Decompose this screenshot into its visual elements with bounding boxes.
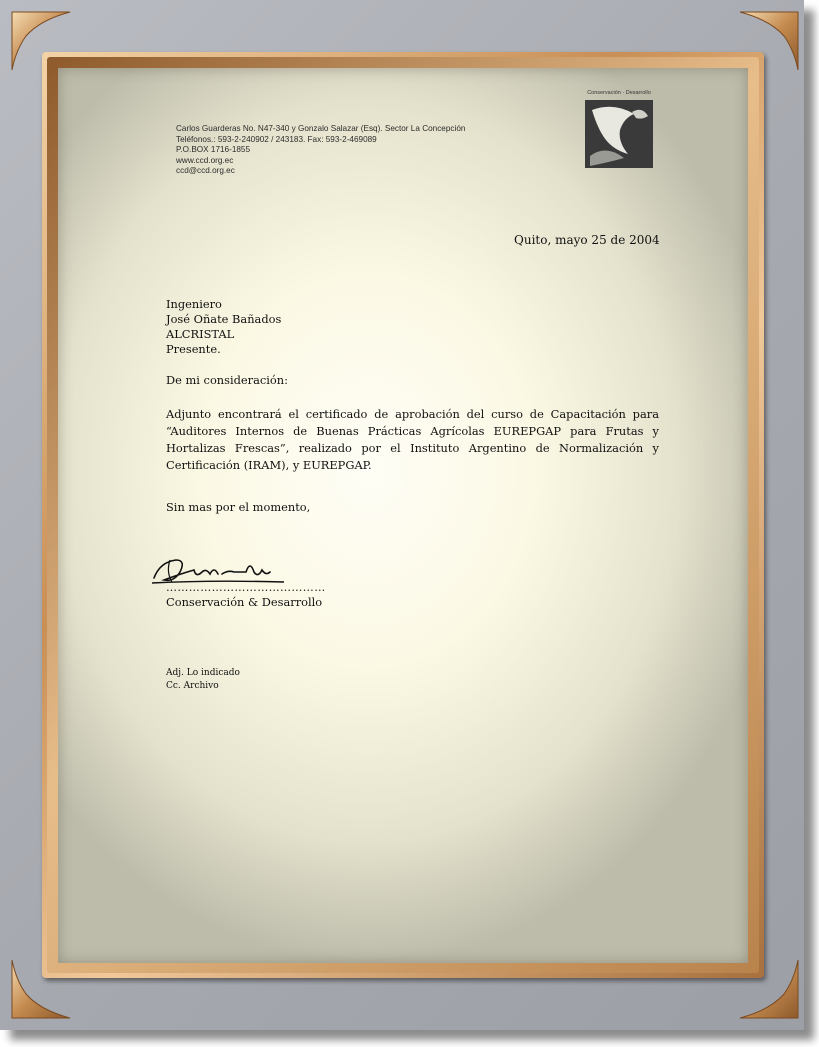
letter-date: Quito, mayo 25 de 2004 — [514, 233, 660, 247]
letter-paper — [58, 68, 748, 963]
letter-greeting: De mi consideración: — [166, 373, 288, 387]
body-line: Adjunto encontrará el certificado de aprobación del curso de Capacitación para — [166, 407, 659, 421]
letter-body — [166, 406, 659, 474]
body-line: Hortalizas Frescas”, realizado por el Instituto Argentino de Normalización y — [166, 441, 659, 455]
recipient-company: ALCRISTAL — [166, 327, 235, 341]
letterhead-address: Carlos Guarderas No. N47-340 y Gonzalo Salazar (Esq). Sector La Concepción — [176, 124, 466, 133]
cc-note: Cc. Archivo — [166, 681, 219, 691]
letter-closing: Sin mas por el momento, — [166, 500, 311, 514]
recipient-presente: Presente. — [166, 342, 221, 356]
signer-name: Conservación & Desarrollo — [166, 595, 323, 609]
heron-logo-icon — [584, 96, 654, 170]
body-line: Certificación (IRAM), y EUREPGAP. — [166, 458, 372, 472]
body-line: “Auditores Internos de Buenas Prácticas Agrícolas EUREPGAP para Frutas y — [166, 424, 659, 438]
recipient-title: Ingeniero — [166, 297, 222, 311]
letterhead-website: www.ccd.org.ec — [176, 155, 234, 165]
organization-logo — [584, 90, 654, 172]
letterhead-contact — [176, 124, 465, 177]
letterhead-email: ccd@ccd.org.ec — [176, 166, 235, 176]
letterhead-phones: Teléfonos.: 593-2-240902 / 243183. Fax: 593-2-469089 — [176, 134, 377, 144]
logo-text: Conservación · Desarrollo — [587, 90, 651, 96]
letterhead-pobox: P.O.BOX 1716-1855 — [176, 145, 251, 155]
signature-line: …………………………………… — [166, 581, 326, 594]
recipient-name: José Oñate Bañados — [166, 312, 282, 326]
attachment-note: Adj. Lo indicado — [166, 668, 240, 678]
